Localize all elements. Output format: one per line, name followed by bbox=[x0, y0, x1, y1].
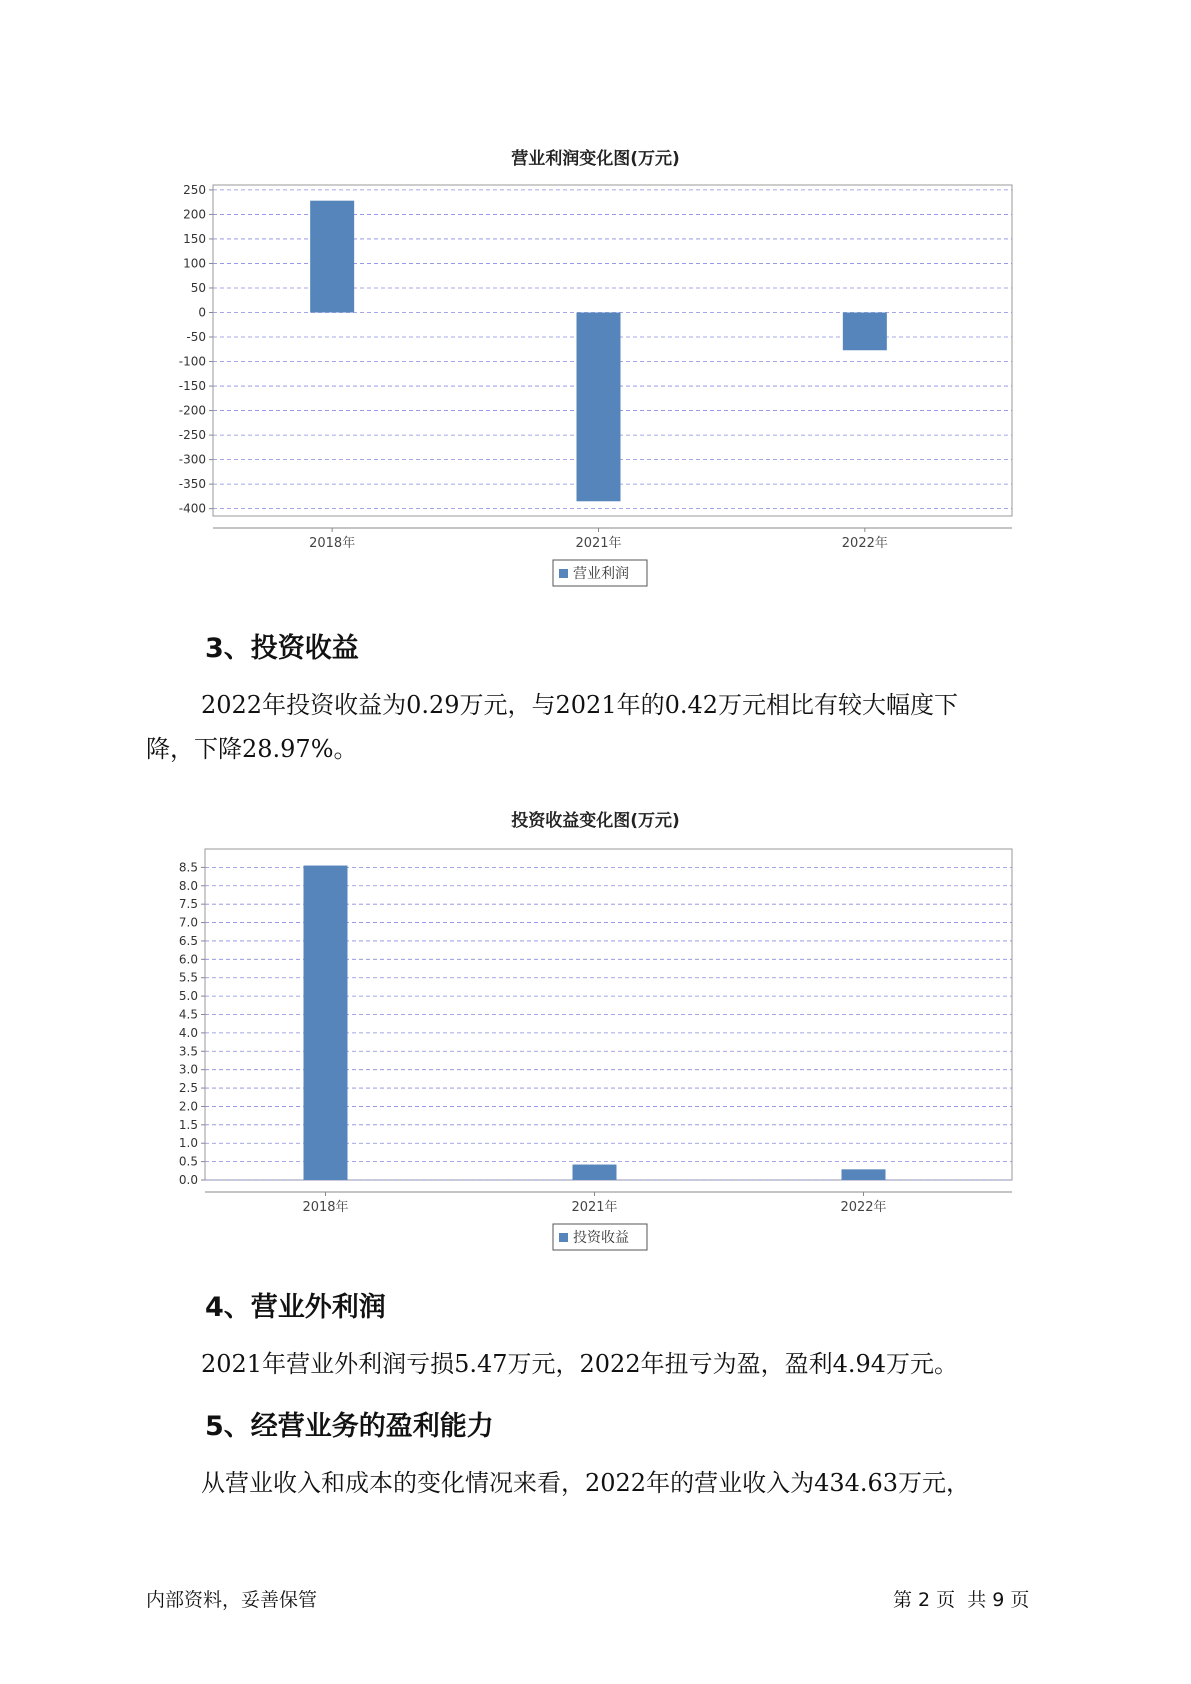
y-tick-label: -400 bbox=[178, 501, 206, 516]
y-tick-label: -300 bbox=[178, 452, 206, 467]
y-tick-label: 4.0 bbox=[178, 1025, 198, 1040]
y-tick-label: 1.5 bbox=[178, 1117, 198, 1132]
bar-2018年 bbox=[304, 866, 348, 1180]
bar-2022年 bbox=[842, 1169, 886, 1180]
y-tick-label: 5.5 bbox=[178, 970, 198, 985]
y-tick-label: 0 bbox=[198, 305, 206, 320]
y-tick-label: 2.0 bbox=[178, 1099, 198, 1114]
y-tick-label: 150 bbox=[183, 231, 206, 246]
y-tick-label: -350 bbox=[178, 477, 206, 492]
legend-swatch bbox=[559, 1233, 568, 1242]
y-tick-label: 1.0 bbox=[178, 1136, 198, 1151]
y-tick-label: 100 bbox=[183, 256, 206, 271]
y-tick-label: 6.5 bbox=[178, 933, 198, 948]
section5-heading: 5、经营业务的盈利能力 bbox=[205, 1411, 494, 1442]
section3-heading: 3、投资收益 bbox=[205, 633, 359, 664]
chart1-title: 营业利润变化图(万元) bbox=[511, 149, 680, 169]
y-tick-label: 50 bbox=[190, 280, 206, 295]
x-tick-label: 2022年 bbox=[840, 1200, 887, 1215]
x-tick-label: 2021年 bbox=[575, 536, 622, 551]
footer-page-number: 第 2 页 共 9 页 bbox=[893, 1589, 1030, 1611]
y-tick-label: 5.0 bbox=[178, 989, 198, 1004]
section5-paragraph-line1: 从营业收入和成本的变化情况来看，2022年的营业收入为434.63万元， bbox=[201, 1469, 971, 1497]
y-tick-label: 8.0 bbox=[178, 878, 198, 893]
y-tick-label: -100 bbox=[178, 354, 206, 369]
bar-2021年 bbox=[573, 1165, 617, 1180]
x-tick-label: 2018年 bbox=[302, 1200, 349, 1215]
y-tick-label: 4.5 bbox=[178, 1007, 198, 1022]
y-tick-label: 250 bbox=[183, 182, 206, 197]
chart2-title: 投资收益变化图(万元) bbox=[511, 811, 680, 831]
y-tick-label: 0.0 bbox=[178, 1173, 198, 1187]
section4-heading: 4、营业外利润 bbox=[205, 1292, 386, 1323]
legend-label: 投资收益 bbox=[573, 1230, 629, 1246]
y-tick-label: 7.5 bbox=[178, 897, 198, 912]
y-tick-label: 3.0 bbox=[178, 1062, 198, 1077]
y-tick-label: -150 bbox=[178, 379, 206, 394]
y-tick-label: 3.5 bbox=[178, 1044, 198, 1059]
y-tick-label: 200 bbox=[183, 207, 206, 222]
section3-paragraph-line1: 2022年投资收益为0.29万元，与2021年的0.42万元相比有较大幅度下 bbox=[201, 691, 959, 719]
y-tick-label: 2.5 bbox=[178, 1081, 198, 1096]
y-tick-label: -200 bbox=[178, 403, 206, 418]
footer-confidential-note: 内部资料，妥善保管 bbox=[146, 1589, 318, 1611]
section3-paragraph-line2: 降，下降28.97%。 bbox=[146, 735, 358, 763]
x-tick-label: 2022年 bbox=[841, 536, 888, 551]
x-tick-label: 2018年 bbox=[309, 536, 356, 551]
section4-paragraph-line1: 2021年营业外利润亏损5.47万元，2022年扭亏为盈，盈利4.94万元。 bbox=[201, 1350, 959, 1378]
y-tick-label: -50 bbox=[186, 330, 206, 345]
legend bbox=[553, 1224, 647, 1250]
legend-label: 营业利润 bbox=[573, 566, 629, 582]
y-tick-label: 0.5 bbox=[178, 1154, 198, 1169]
x-tick-label: 2021年 bbox=[571, 1200, 618, 1215]
y-tick-label: 8.5 bbox=[178, 860, 198, 875]
y-tick-label: -250 bbox=[178, 428, 206, 443]
y-tick-label: 7.0 bbox=[178, 915, 198, 930]
y-tick-label: 6.0 bbox=[178, 952, 198, 967]
